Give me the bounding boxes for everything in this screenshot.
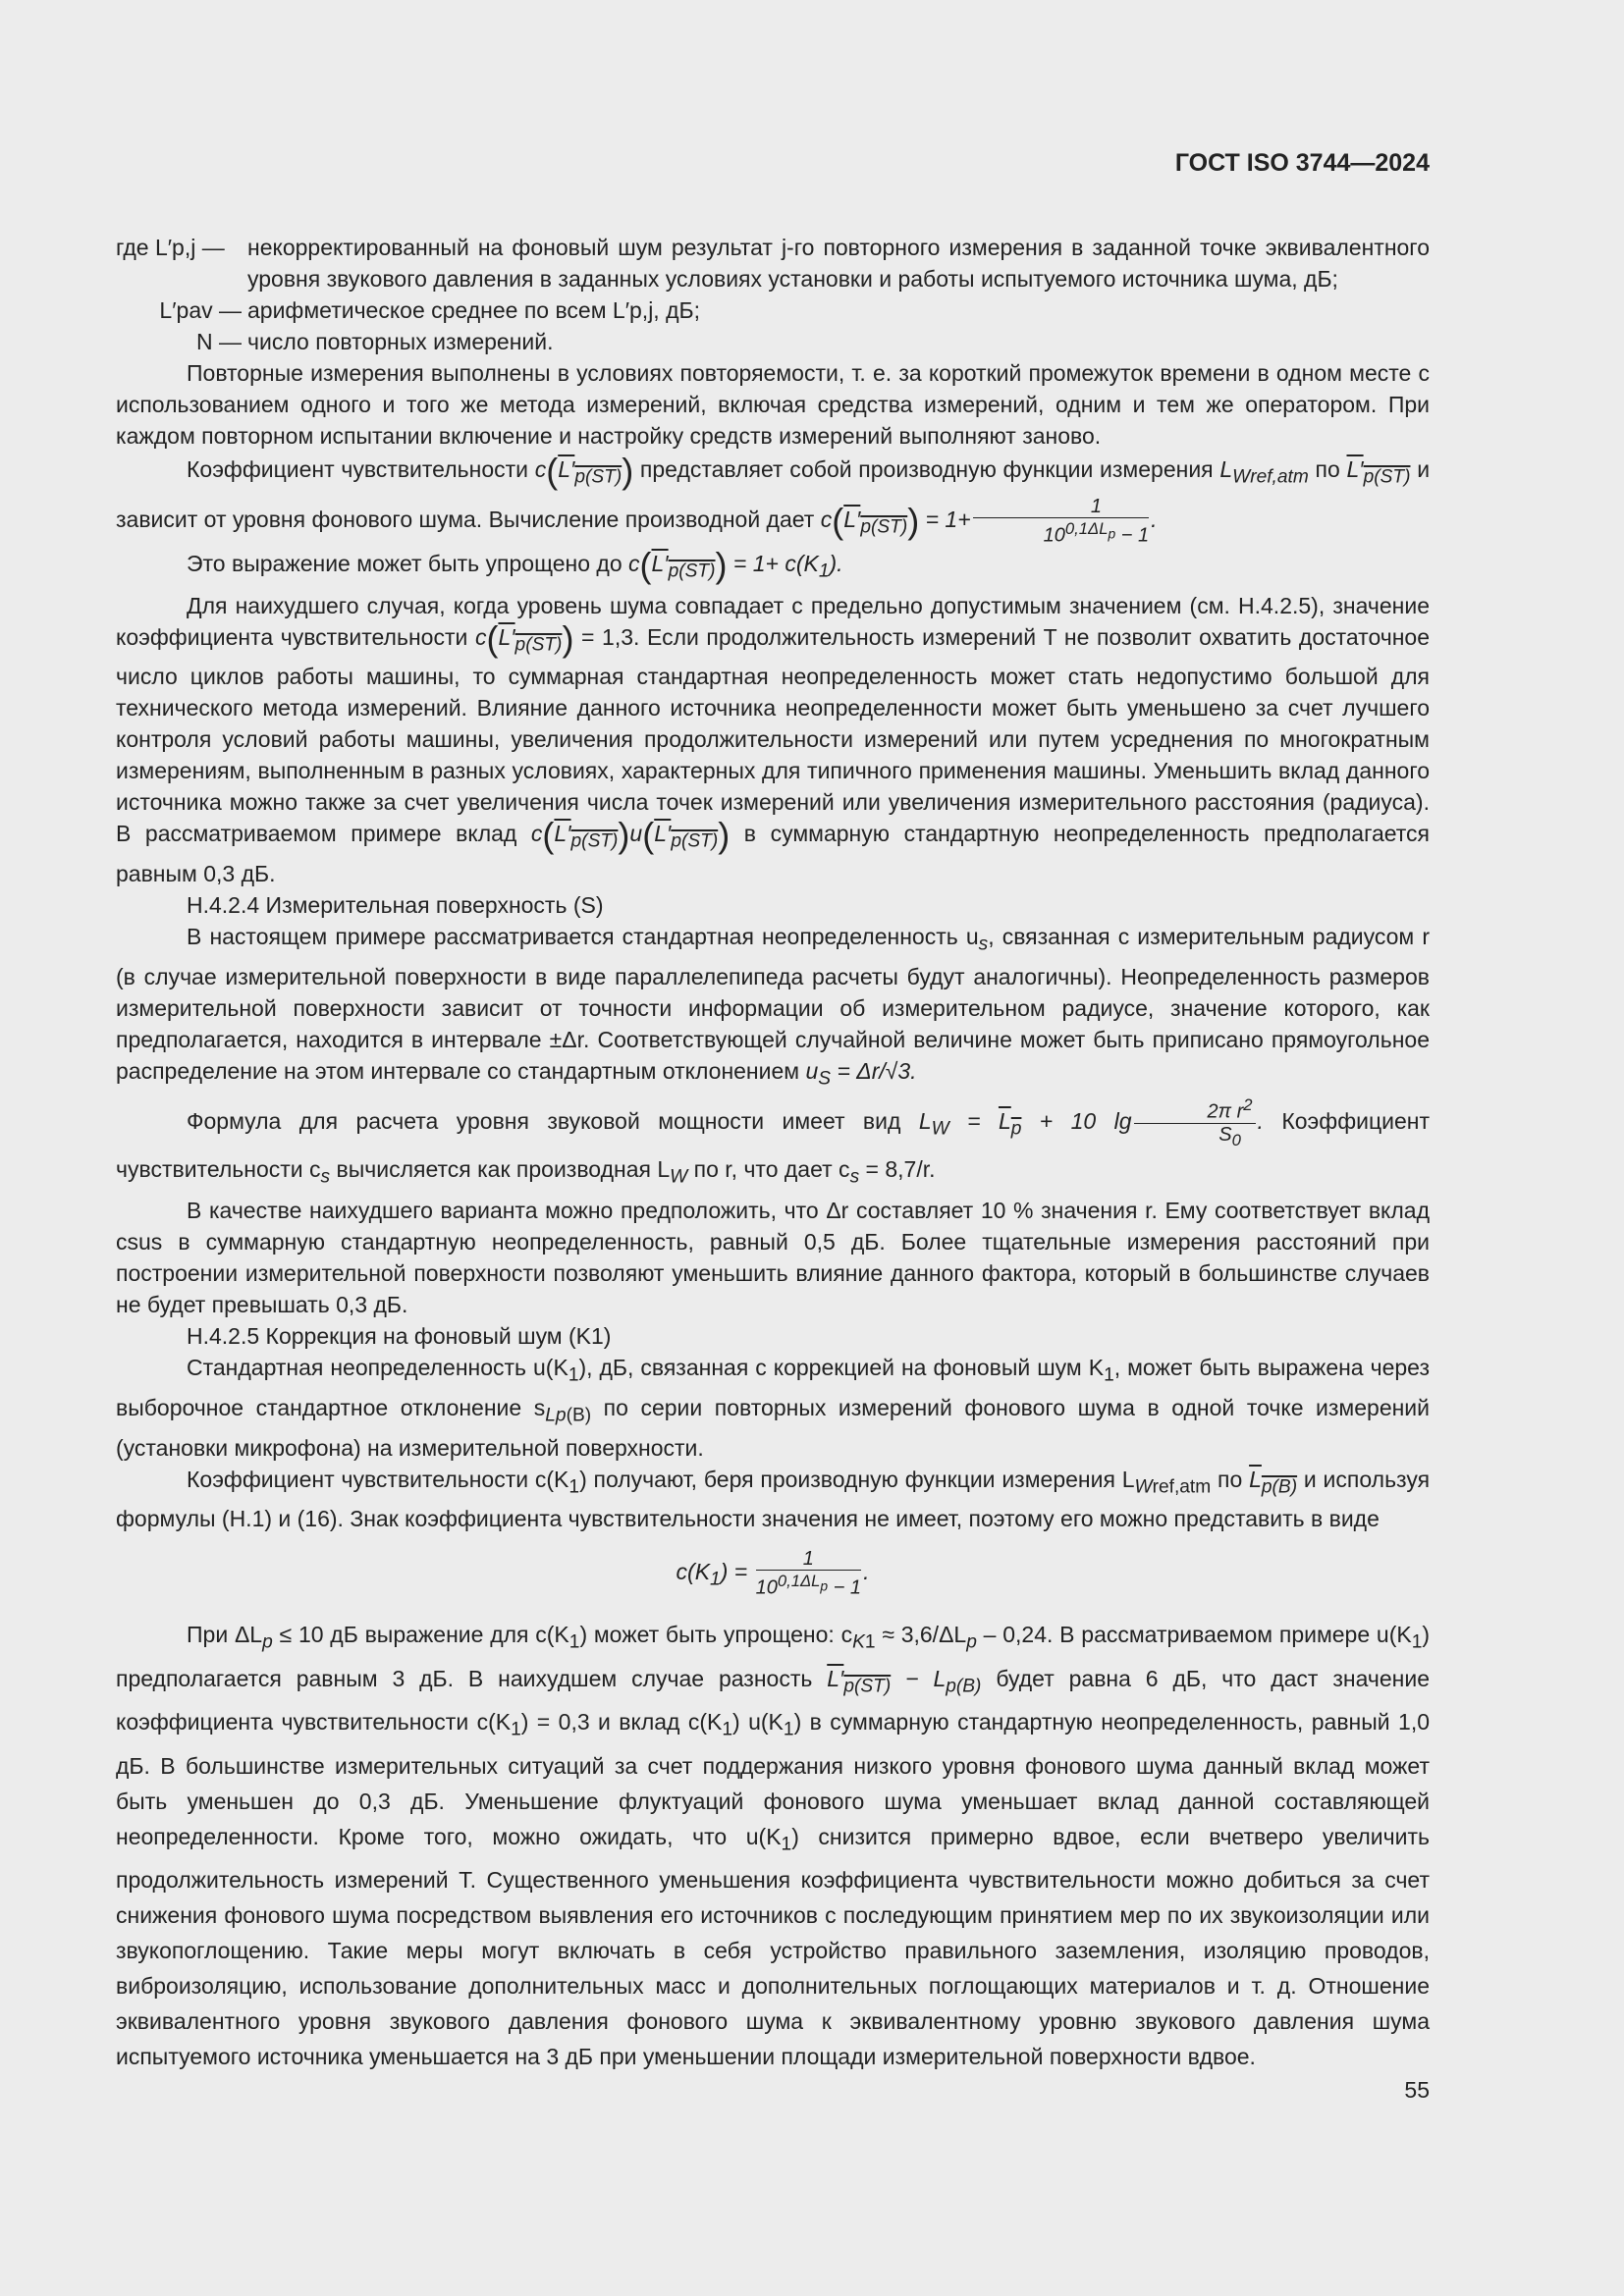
- text-span: ≤ 10 дБ выражение для c(K: [279, 1621, 569, 1647]
- formula-lwref: $L_{Wref,atm}$: [1219, 456, 1309, 488]
- text-span: по: [1218, 1466, 1243, 1492]
- definition-text: число повторных измерений.: [247, 329, 554, 354]
- formula-contribution: $c(L'_{p(ST)})u(L'_{p(ST)})$: [530, 815, 731, 856]
- text-span: по: [1315, 456, 1340, 482]
- definition-item: [116, 294, 1430, 326]
- formula-simplified: $c(L'_{p(ST)}) = 1+ c(K_1)$.: [628, 545, 843, 586]
- paragraph-simplification: [116, 546, 1430, 590]
- formula-c-lpst: $c(L'_{p(ST)})$: [534, 450, 634, 491]
- document-header: ГОСТ ISO 3744—2024: [1174, 149, 1430, 177]
- paragraph-worst-case: [116, 590, 1430, 889]
- paragraph-worst-variant: В качестве наихудшего варианта можно предположить, что Δr составляет 10 % значения r. Ему соответствует вклад csus в суммарную стандартную неопределенность, равный 0,5 дБ. Более тщательные измерения расстояний при построении измерительной поверхности позволяют уменьшить влияние данного фактора, который в большинстве случаев не будет превышать 0,3 дБ.: [116, 1198, 1430, 1318]
- text-span: ) может быть упрощено: c: [579, 1621, 853, 1647]
- text-span: – 0,24. В рассматриваемом примере u(K: [983, 1621, 1412, 1647]
- definition-term: N —: [196, 329, 242, 354]
- page-number: 55: [1404, 2077, 1430, 2103]
- text-span: и используя формулы (Н.1) и (16). Знак коэффициента чувствительности значения не имеет, поэтому его можно представить в виде: [116, 1466, 1431, 1532]
- formula-lw: $L_W = L_p + 10$ lg $\frac{2\pi r^2}{S_0}$ .: [918, 1095, 1264, 1149]
- text-span: и зависит от уровня фонового шума. Вычисление производной дает: [116, 456, 1431, 532]
- paragraph-surface-uncertainty: В настоящем примере рассматривается стандартная неопределенность $u_s$, связанная с измерительным радиусом r (в случае измерительной поверхности в виде параллелепипеда расчеты будут аналогичны). Неопределенность размеров измерительной поверхности зависит от точности информации об измерительном радиусе, значение которого, как предполагается, находится в интервале ±Δr. Соответствующей случайной величине может быть приписано прямоугольное распределение на этом интервале со стандартным отклонением $u_S = \Delta r/√3$.: [116, 924, 1431, 1090]
- text-span: в суммарную стандартную неопределенность предполагается равным 0,3 дБ.: [116, 821, 1431, 887]
- text-span: ) u(K: [732, 1709, 784, 1735]
- formula-derivative: $c(L'_{p(ST)}) = 1+$ $\frac{1}{10^{0,1\Delta L_p} - 1}$ .: [820, 495, 1158, 547]
- text-span: будет равна 6 дБ, что даст значение коэффициента чувствительности c(K: [116, 1665, 1430, 1735]
- text-span: = 1,3. Если продолжительность измерений T не позволит охватить достаточное число циклов работы машины, то суммарная стандартная неопределенность может стать недопустимо большой для технического метода измерений. Влияние данного источника неопределенности может быть уменьшено за счет лучшего контроля условий работы машины, увеличения продолжительности измерений или путем усреднения по многократным измерениям, выполненным в разных условиях, характерных для типичного применения машины. Уменьшить вклад данного источника можно также за счет увеличения числа точек измерений или увеличения измерительного расстояния (радиуса). В рассматриваемом примере вклад: [116, 623, 1431, 847]
- text-span: ) получают, беря производную функции измерения L: [579, 1466, 1135, 1492]
- definition-item: [116, 326, 1430, 357]
- text-span: ) снизится примерно вдвое, если вчетверо увеличить продолжительность измерений T. Существенного уменьшения коэффициента чувствительности можно добиться за счет снижения фонового шума посредством выявления его источников с последующим принятием мер по их звукоизоляции или звукопоглощению. Такие меры могут включать в себя устройство правильного заземления, изоляцию проводов, виброизоляцию, использование дополнительных масс и дополнительных поглощающих материалов и т. д. Отношение эквивалентного уровня звукового давления фонового шума к эквивалентному уровню звукового давления шума испытуемого источника уменьшается на 3 дБ при уменьшении площади измерительной поверхности вдвое.: [116, 1823, 1430, 2070]
- text-span: , может быть выражена через выборочное стандартное отклонение s: [116, 1355, 1430, 1421]
- paragraph-simplification-k1: При $\Delta L_p \le 10$ дБ выражение для $c(K_1)$ может быть упрощено: $c_{K1} \approx 3,6/\Delta L_p - 0,24$. В рассматриваемом примере $u(K_1)$ предполагается равным 3 дБ. В наихудшем случае разность $L'_{p(ST)} - L_{p(B)}$ будет равна 6 дБ, что даст значение коэффициента чувствительности $c(K_1) = 0,3$ и вклад $c(K_1)$ $u(K_1)$ в суммарную стандартную неопределенность, равный 1,0 дБ. В большинстве измерительных ситуаций за счет поддержания низкого уровня фонового шума данный вклад может быть уменьшен до 0,3 дБ. Уменьшение флуктуаций фонового шума уменьшает вклад данной составляющей неопределенности. Кроме того, можно ожидать, что $u(K_1)$ снизится примерно вдвое, если вчетверо увеличить продолжительность измерений T. Существенного уменьшения коэффициента чувствительности можно добиться за счет снижения фонового шума посредством выявления его источников с последующим принятием мер по их звукоизоляции или звукопоглощению. Такие меры могут включать в себя устройство правильного заземления, изоляцию проводов, виброизоляцию, использование дополнительных масс и дополнительных поглощающих материалов и т. д. Отношение эквивалентного уровня звукового давления фонового шума к эквивалентному уровню звукового давления шума испытуемого источника уменьшается на 3 дБ при уменьшении площади измерительной поверхности вдвое.: [116, 1621, 1431, 2070]
- definition-text: арифметическое среднее по всем L′p,j, дБ;: [247, 297, 700, 323]
- text-span: При ΔL: [187, 1621, 263, 1647]
- definition-item: [116, 232, 1430, 294]
- text-span: по серии повторных измерений фонового шума в одной точке измерений (установки микрофона) на измерительной поверхности.: [116, 1395, 1431, 1461]
- text-span: Для наихудшего случая, когда уровень шума совпадает с предельно допустимым значением (см. Н.4.2.5), значение коэффициента чувствительности: [116, 592, 1430, 650]
- section-heading-h424: Н.4.2.4 Измерительная поверхность (S): [187, 892, 604, 919]
- text-span: по r, что дает c: [693, 1155, 850, 1182]
- text-span: представляет собой производную функции измерения: [639, 456, 1214, 482]
- text-span: Коэффициент чувствительности: [187, 456, 528, 482]
- formula-ck1-display: [116, 1548, 1430, 1599]
- text-span: Это выражение может быть упрощено до: [187, 551, 623, 577]
- text-span: ) = 0,3 и вклад c(K: [520, 1709, 723, 1735]
- text-span: ≈ 3,6/ΔL: [882, 1621, 967, 1647]
- formula-lpst: $L'_{p(ST)}$: [1346, 456, 1411, 488]
- text-span: вычисляется как производная L: [336, 1155, 671, 1182]
- text-span: ) в суммарную стандартную неопределенность, равный 1,0 дБ. В большинстве измерительных ситуаций за счет поддержания низкого уровня фонового шума данный вклад может быть уменьшен до 0,3 дБ. Уменьшение флуктуаций фонового шума уменьшает вклад данной составляющей неопределенности. Кроме того, можно ожидать, что u(K: [116, 1709, 1430, 1849]
- definitions-list: [116, 232, 1430, 357]
- definition-term: L′pav —: [159, 297, 242, 323]
- paragraph-sensitivity-k1: Коэффициент чувствительности $c(K_1)$ получают, беря производную функции измерения $L_{Wref,atm}$ по $L_{p(B)}$ и используя формулы (Н.1) и (16). Знак коэффициента чувствительности значения не имеет, поэтому его можно представить в виде: [116, 1466, 1431, 1532]
- formula-lpb: $L_{p(B)}$: [1249, 1466, 1298, 1498]
- document-body: [116, 232, 1430, 2074]
- text-span: , связанная с измерительным радиусом r (в случае измерительной поверхности в виде параллелепипеда расчеты будут аналогичны). Неопределенность размеров измерительной поверхности зависит от точности информации об измерительном радиусе, значение которого, как предполагается, находится в интервале ±Δr. Соответствующей случайной величине может быть приписано прямоугольное распределение на этом интервале со стандартным отклонением: [116, 924, 1431, 1084]
- paragraph-background-noise: Стандартная неопределенность $u(K_1)$, дБ, связанная с коррекцией на фоновый шум $K_1$, может быть выражена через выборочное стандартное отклонение $s_{Lp(B)}$ по серии повторных измерений фонового шума в одной точке измерений (установки микрофона) на измерительной поверхности.: [116, 1355, 1431, 1461]
- formula-ck1: $c(K_1)$ = $\frac{1}{10^{0,1\Delta L_p} - 1}$ .: [676, 1548, 870, 1599]
- paragraph-repeatability: Повторные измерения выполнены в условиях повторяемости, т. е. за короткий промежуток времени в одном месте с использованием одного и того же метода измерений, включая средства измерений, одним и тем же оператором. При каждом повторном испытании включение и настройку средств измерений выполняют заново.: [116, 360, 1430, 449]
- formula-difference: $L'_{p(ST)} - L_{p(B)}$: [827, 1665, 982, 1697]
- section-heading-h425: Н.4.2.5 Коррекция на фоновый шум (K1): [187, 1323, 612, 1350]
- text-span: = 8,7/r.: [865, 1155, 936, 1182]
- paragraph-sensitivity-coefficient: [116, 452, 1430, 546]
- text-span: ) предполагается равным 3 дБ. В наихудшем случае разность: [116, 1621, 1431, 1691]
- text-span: Коэффициент чувствительности c: [116, 1108, 1431, 1182]
- text-span: Стандартная неопределенность u(K: [187, 1355, 568, 1381]
- paragraph-power-formula: Формула для расчета уровня звуковой мощности имеет вид $L_W = L_p + 10$ lg $\frac{2\pi r^2}{S_0}$ . Коэффициент чувствительности $c_s$ вычисляется как производная $L_W$ по r, что дает $c_s = 8,7/r$.: [116, 1095, 1431, 1188]
- definition-text: некорректированный на фоновый шум результат j-го повторного измерения в заданной точке эквивалентного уровня звукового давления в заданных условиях установки и работы испытуемого источника шума, дБ;: [247, 235, 1430, 292]
- text-span: Формула для расчета уровня звуковой мощности имеет вид: [187, 1108, 901, 1135]
- formula-c-lpst-2: $c(L'_{p(ST)})$: [474, 617, 574, 659]
- text-span: В настоящем примере рассматривается стандартная неопределенность u: [187, 924, 979, 950]
- definition-term: где L′p,j —: [116, 235, 225, 260]
- text-span: Коэффициент чувствительности c(K: [187, 1466, 569, 1492]
- text-span: ), дБ, связанная с коррекцией на фоновый шум K: [578, 1355, 1105, 1381]
- formula-us: $u_S = \Delta r/√3$.: [805, 1057, 917, 1090]
